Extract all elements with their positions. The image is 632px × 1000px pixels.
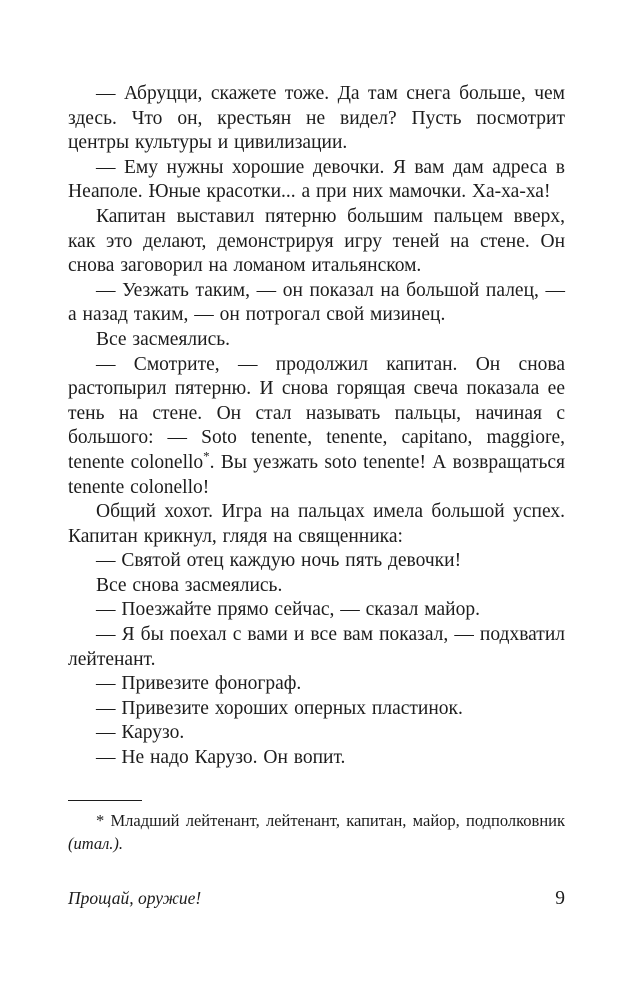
paragraph: — Поезжайте прямо сейчас, — сказал майор. — [96, 599, 480, 621]
footnote-section — [68, 800, 565, 855]
text-block — [68, 82, 565, 771]
paragraph: — Ему нужны хорошие девочки. Я вам дам адреса в Неаполе. Юные красотки... а при них мамочки. Ха-ха-ха! — [68, 156, 565, 203]
paragraph-text: . Вы уезжать soto tenente! А возвращаться tenente colonello! — [68, 451, 565, 498]
paragraph: Капитан выставил пятерню большим пальцем вверх, как это делают, демонстрируя игру теней на стене. Он снова заговорил на ломаном итальянском. — [68, 205, 565, 277]
footnote-marker: * — [96, 811, 105, 830]
paragraph: — Я бы поехал с вами и все вам показал, — подхватил лейтенант. — [68, 624, 565, 670]
paragraph: Все засмеялись. — [96, 328, 230, 350]
footnote-language-note: (итал.). — [68, 833, 124, 853]
paragraph: — Привезите фонограф. — [96, 673, 302, 695]
running-title: Прощай, оружие! — [68, 888, 202, 908]
paragraph: — Не надо Карузо. Он вопит. — [96, 747, 346, 769]
paragraph: Общий хохот. Игра на пальцах имела большой успех. Капитан крикнул, глядя на священника: — [68, 501, 565, 547]
footnote — [68, 810, 565, 855]
paragraph: — Святой отец каждую ночь пять девочки! — [96, 550, 462, 572]
footnote-divider — [68, 800, 142, 801]
page-footer — [68, 888, 565, 910]
paragraph — [68, 353, 565, 501]
footnote-reference-marker: * — [203, 448, 210, 464]
paragraph: — Абруцци, скажете тоже. Да там снега больше, чем здесь. Что он, крестьян не видел? Пусть посмотрит центры культуры и цивилизации. — [68, 83, 565, 154]
paragraph-text: — Смотрите, — продолжил капитан. Он снова растопырил пятерню. И снова горящая свеча показала ее тень на стене. Он стал называть пальцы, начиная с большого: — Soto tenente, tenente, capitano, maggiore, tenente colonello — [68, 353, 565, 473]
paragraph: — Привезите хороших оперных пластинок. — [96, 697, 463, 719]
paragraph: — Карузо. — [96, 722, 185, 744]
paragraph: Все снова засмеялись. — [96, 574, 283, 596]
paragraph: — Уезжать таким, — он показал на большой палец, — а назад таким, — он потрогал свой мизинец. — [68, 279, 565, 326]
page-number: 9 — [555, 888, 565, 909]
footnote-text: Младший лейтенант, лейтенант, капитан, майор, подполковник — [104, 811, 565, 830]
